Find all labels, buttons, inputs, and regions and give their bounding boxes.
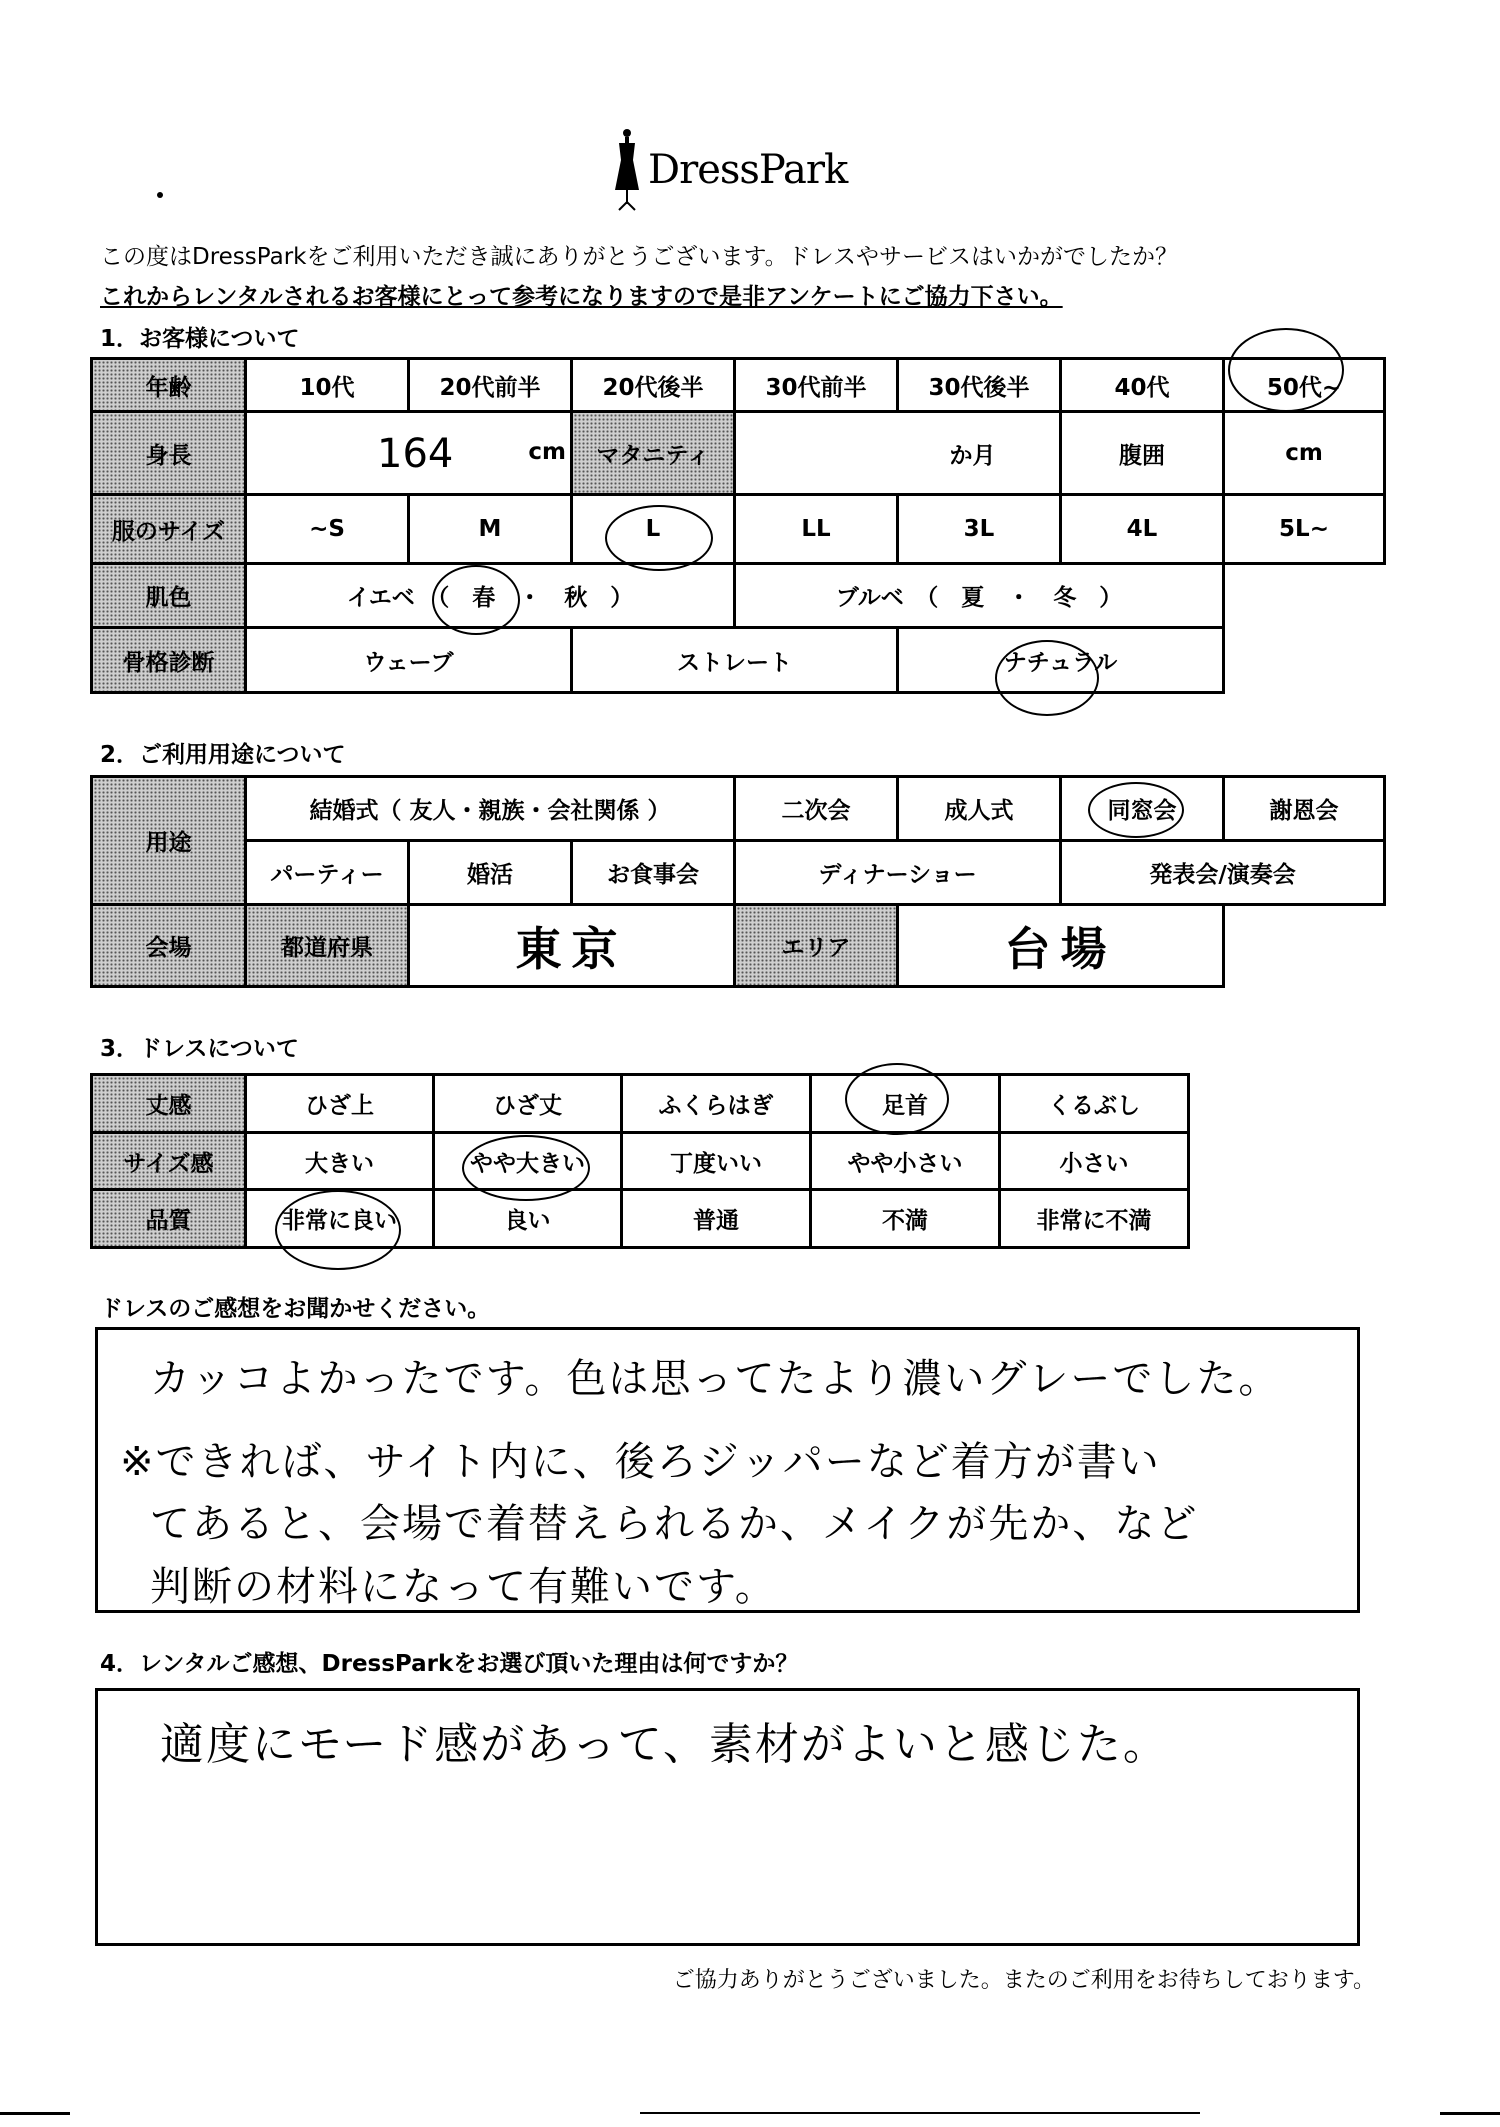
length-option[interactable]: ふくらはぎ bbox=[622, 1075, 811, 1133]
usage-option[interactable]: 婚活 bbox=[409, 841, 572, 905]
footer-thanks: ご協力ありがとうございました。またのご利用をお待ちしております。 bbox=[672, 1968, 1375, 1993]
fit-option[interactable]: 丁度いい bbox=[622, 1133, 811, 1190]
dresspark-logo bbox=[612, 128, 847, 212]
impressions-line: 判断の材料になって有難いです。 bbox=[150, 1564, 777, 1610]
impressions-line: てあると、会場で着替えられるか、メイクが先か、など bbox=[150, 1501, 1199, 1547]
age-option[interactable]: 30代後半 bbox=[898, 359, 1061, 412]
size-label: 服のサイズ bbox=[92, 495, 246, 564]
intro-line-1: この度はDressParkをご利用いただき誠にありがとうございます。ドレスやサービスはいかがでしたか？ bbox=[100, 244, 1178, 270]
age-option[interactable]: 40代 bbox=[1061, 359, 1224, 412]
size-option[interactable]: 3L bbox=[898, 495, 1061, 564]
maternity-months-unit[interactable]: か月 bbox=[735, 412, 1061, 495]
skin-yellow-option[interactable]: イエベ （ 春 ・ 秋 ） bbox=[246, 564, 735, 628]
area-value[interactable]: 台場 bbox=[898, 905, 1224, 987]
quality-option[interactable]: 不満 bbox=[811, 1190, 1000, 1248]
section-1-title: 1．お客様について bbox=[100, 326, 300, 352]
intro-line-2: これからレンタルされるお客様にとって参考になりますので是非アンケートにご協力下さい。 bbox=[100, 284, 1063, 310]
stray-dot bbox=[157, 192, 163, 198]
usage-option[interactable]: お食事会 bbox=[572, 841, 735, 905]
age-option[interactable]: 20代前半 bbox=[409, 359, 572, 412]
usage-option[interactable]: 二次会 bbox=[735, 777, 898, 841]
size-option[interactable]: M bbox=[409, 495, 572, 564]
usage-option[interactable]: パーティー bbox=[246, 841, 409, 905]
empty-cell bbox=[1224, 628, 1385, 693]
impressions-line: ※できれば、サイト内に、後ろジッパーなど着方が書い bbox=[120, 1439, 1161, 1485]
size-option[interactable]: ~S bbox=[246, 495, 409, 564]
empty-cell bbox=[1224, 905, 1385, 987]
size-option[interactable]: 4L bbox=[1061, 495, 1224, 564]
age-option[interactable]: 20代後半 bbox=[572, 359, 735, 412]
skeleton-label: 骨格診断 bbox=[92, 628, 246, 693]
length-option[interactable]: ひざ丈 bbox=[434, 1075, 622, 1133]
age-option[interactable]: 30代前半 bbox=[735, 359, 898, 412]
scan-edge-line bbox=[640, 2112, 1200, 2114]
impressions-title: ドレスのご感想をお聞かせください。 bbox=[100, 1296, 491, 1322]
usage-option[interactable]: 結婚式（ 友人・親族・会社関係 ） bbox=[246, 777, 735, 841]
usage-option[interactable]: 発表会/演奏会 bbox=[1061, 841, 1385, 905]
fit-option[interactable]: やや小さい bbox=[811, 1133, 1000, 1190]
section-3-title: 3．ドレスについて bbox=[100, 1036, 299, 1062]
waist-unit[interactable]: cm bbox=[1224, 412, 1385, 495]
quality-option[interactable]: 非常に不満 bbox=[1000, 1190, 1189, 1248]
logo-text: DressPark bbox=[648, 147, 848, 193]
waist-label: 腹囲 bbox=[1061, 412, 1224, 495]
section-4-title: 4．レンタルご感想、DressParkをお選び頂いた理由は何ですか？ bbox=[100, 1651, 799, 1677]
quality-label: 品質 bbox=[92, 1190, 246, 1248]
age-option-selected[interactable]: 50代~ bbox=[1224, 359, 1385, 412]
size-option[interactable]: LL bbox=[735, 495, 898, 564]
impressions-line: カッコよかったです。色は思ってたより濃いグレーでした。 bbox=[150, 1356, 1281, 1402]
empty-cell bbox=[1224, 564, 1385, 628]
quality-option[interactable]: 普通 bbox=[622, 1190, 811, 1248]
usage-option[interactable]: 成人式 bbox=[898, 777, 1061, 841]
fit-option[interactable]: 小さい bbox=[1000, 1133, 1189, 1190]
length-option-selected[interactable]: 足首 bbox=[811, 1075, 1000, 1133]
size-option[interactable]: 5L~ bbox=[1224, 495, 1385, 564]
fit-option-selected[interactable]: やや大きい bbox=[434, 1133, 622, 1190]
reason-line: 適度にモード感があって、素材がよいと感じた。 bbox=[160, 1719, 1169, 1770]
fit-option[interactable]: 大きい bbox=[246, 1133, 434, 1190]
usage-table bbox=[90, 775, 1386, 988]
usage-option-selected[interactable]: 同窓会 bbox=[1061, 777, 1224, 841]
height-label: 身長 bbox=[92, 412, 246, 495]
maternity-label: マタニティ bbox=[572, 412, 735, 495]
dress-table bbox=[90, 1073, 1190, 1249]
skeleton-option-selected[interactable]: ナチュラル bbox=[898, 628, 1224, 693]
scan-edge-line bbox=[1440, 2112, 1500, 2115]
length-option[interactable]: ひざ上 bbox=[246, 1075, 434, 1133]
skeleton-option[interactable]: ウェーブ bbox=[246, 628, 572, 693]
age-option[interactable]: 10代 bbox=[246, 359, 409, 412]
skeleton-option[interactable]: ストレート bbox=[572, 628, 898, 693]
skin-blue-option[interactable]: ブルベ （ 夏 ・ 冬 ） bbox=[735, 564, 1224, 628]
usage-label: 用途 bbox=[92, 777, 246, 905]
prefecture-value[interactable]: 東京 bbox=[409, 905, 735, 987]
height-unit: cm bbox=[528, 439, 566, 465]
scan-edge-line bbox=[0, 2112, 70, 2115]
quality-option-selected[interactable]: 非常に良い bbox=[246, 1190, 434, 1248]
prefecture-label: 都道府県 bbox=[246, 905, 409, 987]
venue-label: 会場 bbox=[92, 905, 246, 987]
quality-option[interactable]: 良い bbox=[434, 1190, 622, 1248]
customer-table bbox=[90, 357, 1386, 694]
length-option[interactable]: くるぶし bbox=[1000, 1075, 1189, 1133]
height-cell[interactable] bbox=[246, 412, 572, 495]
area-label: エリア bbox=[735, 905, 898, 987]
size-option-selected[interactable]: L bbox=[572, 495, 735, 564]
usage-option[interactable]: 謝恩会 bbox=[1224, 777, 1385, 841]
section-2-title: 2．ご利用用途について bbox=[100, 742, 346, 768]
fit-label: サイズ感 bbox=[92, 1133, 246, 1190]
length-label: 丈感 bbox=[92, 1075, 246, 1133]
skin-label: 肌色 bbox=[92, 564, 246, 628]
usage-option[interactable]: ディナーショー bbox=[735, 841, 1061, 905]
dress-icon bbox=[612, 128, 642, 212]
age-label: 年齢 bbox=[92, 359, 246, 412]
height-value: 164 bbox=[377, 431, 454, 477]
